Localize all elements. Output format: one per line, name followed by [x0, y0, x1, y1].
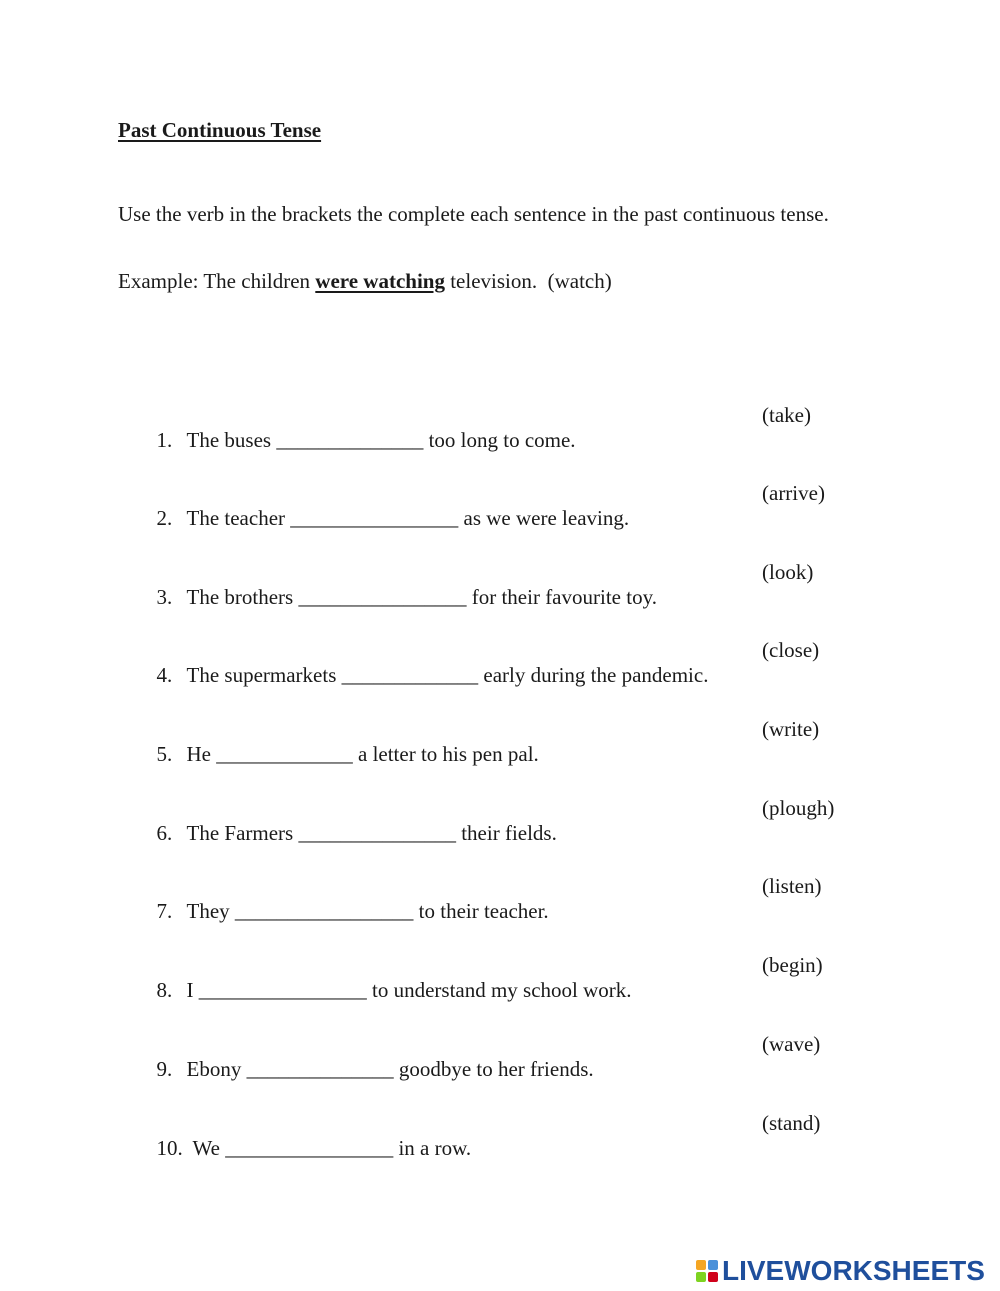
question-1	[146, 403, 866, 452]
answer-blank[interactable]: _______________	[298, 821, 456, 845]
question-text-after: goodbye to her friends.	[393, 1057, 594, 1081]
answer-blank[interactable]: _____________	[216, 742, 353, 766]
answer-blank[interactable]: _________________	[234, 899, 414, 923]
question-text-before: The supermarkets	[186, 663, 342, 687]
answer-blank[interactable]: ________________	[225, 1136, 394, 1160]
answer-blank[interactable]: _____________	[341, 663, 479, 687]
question-number: 3.	[156, 585, 173, 609]
verb-hint: (write)	[762, 717, 820, 741]
logo-square	[708, 1272, 718, 1282]
question-text-after: to their teacher.	[413, 899, 549, 923]
question-3	[146, 560, 866, 609]
answer-blank[interactable]: ________________	[198, 978, 367, 1002]
question-text-after: as we were leaving.	[458, 506, 630, 530]
question-text-before: The buses	[186, 428, 277, 452]
question-text-after: to understand my school work.	[366, 978, 632, 1002]
question-text-after: for their favourite toy.	[466, 585, 657, 609]
verb-hint: (take)	[762, 403, 811, 427]
worksheet-title: Past Continuous Tense	[118, 118, 322, 142]
answer-blank[interactable]: ________________	[298, 585, 467, 609]
verb-hint: (arrive)	[762, 481, 825, 505]
logo-text: LIVEWORKSHEETS	[722, 1255, 985, 1286]
question-text-after: in a row.	[393, 1136, 472, 1160]
example-prefix: Example: The children	[118, 269, 316, 293]
question-2	[146, 481, 866, 530]
verb-hint: (stand)	[762, 1111, 821, 1135]
question-10	[146, 1111, 866, 1160]
verb-hint: (look)	[762, 560, 814, 584]
answer-blank[interactable]: ________________	[290, 506, 459, 530]
question-number: 5.	[156, 742, 173, 766]
question-7	[146, 874, 866, 923]
question-5	[146, 717, 866, 766]
verb-hint: (wave)	[762, 1032, 821, 1056]
question-text-after: too long to come.	[423, 428, 576, 452]
logo-squares-icon	[696, 1260, 718, 1282]
question-text-before: The teacher	[186, 506, 291, 530]
verb-hint: (plough)	[762, 796, 835, 820]
question-text-before: They	[186, 899, 235, 923]
logo-square	[696, 1260, 706, 1270]
verb-hint: (begin)	[762, 953, 823, 977]
question-number: 7.	[156, 899, 173, 923]
logo-square	[696, 1272, 706, 1282]
question-text-before: Ebony	[186, 1057, 247, 1081]
example-sentence	[118, 269, 612, 294]
verb-hint: (close)	[762, 638, 820, 662]
question-number: 4.	[156, 663, 173, 687]
question-number: 10.	[156, 1136, 183, 1160]
question-4	[146, 638, 866, 687]
example-suffix: television. (watch)	[444, 269, 612, 293]
question-text-after: a letter to his pen pal.	[352, 742, 539, 766]
question-number: 1.	[156, 428, 173, 452]
answer-blank[interactable]: ______________	[276, 428, 424, 452]
question-text-before: The brothers	[186, 585, 299, 609]
question-text-before: The Farmers	[186, 821, 299, 845]
question-text-before: We	[192, 1136, 226, 1160]
question-8	[146, 953, 866, 1002]
question-text-after: early during the pandemic.	[478, 663, 709, 687]
question-9	[146, 1032, 866, 1081]
instructions: Use the verb in the brackets the complete each sentence in the past continuous tense.	[118, 202, 829, 226]
answer-blank[interactable]: ______________	[246, 1057, 394, 1081]
question-number: 2.	[156, 506, 173, 530]
question-number: 6.	[156, 821, 173, 845]
question-6	[146, 796, 866, 845]
question-text-before: He	[186, 742, 217, 766]
liveworksheets-logo[interactable]	[696, 1256, 985, 1286]
logo-square	[708, 1260, 718, 1270]
question-text-after: their fields.	[455, 821, 557, 845]
question-number: 9.	[156, 1057, 173, 1081]
question-text-before: I	[186, 978, 199, 1002]
verb-hint: (listen)	[762, 874, 822, 898]
question-number: 8.	[156, 978, 173, 1002]
example-answer: were watching	[315, 269, 445, 293]
